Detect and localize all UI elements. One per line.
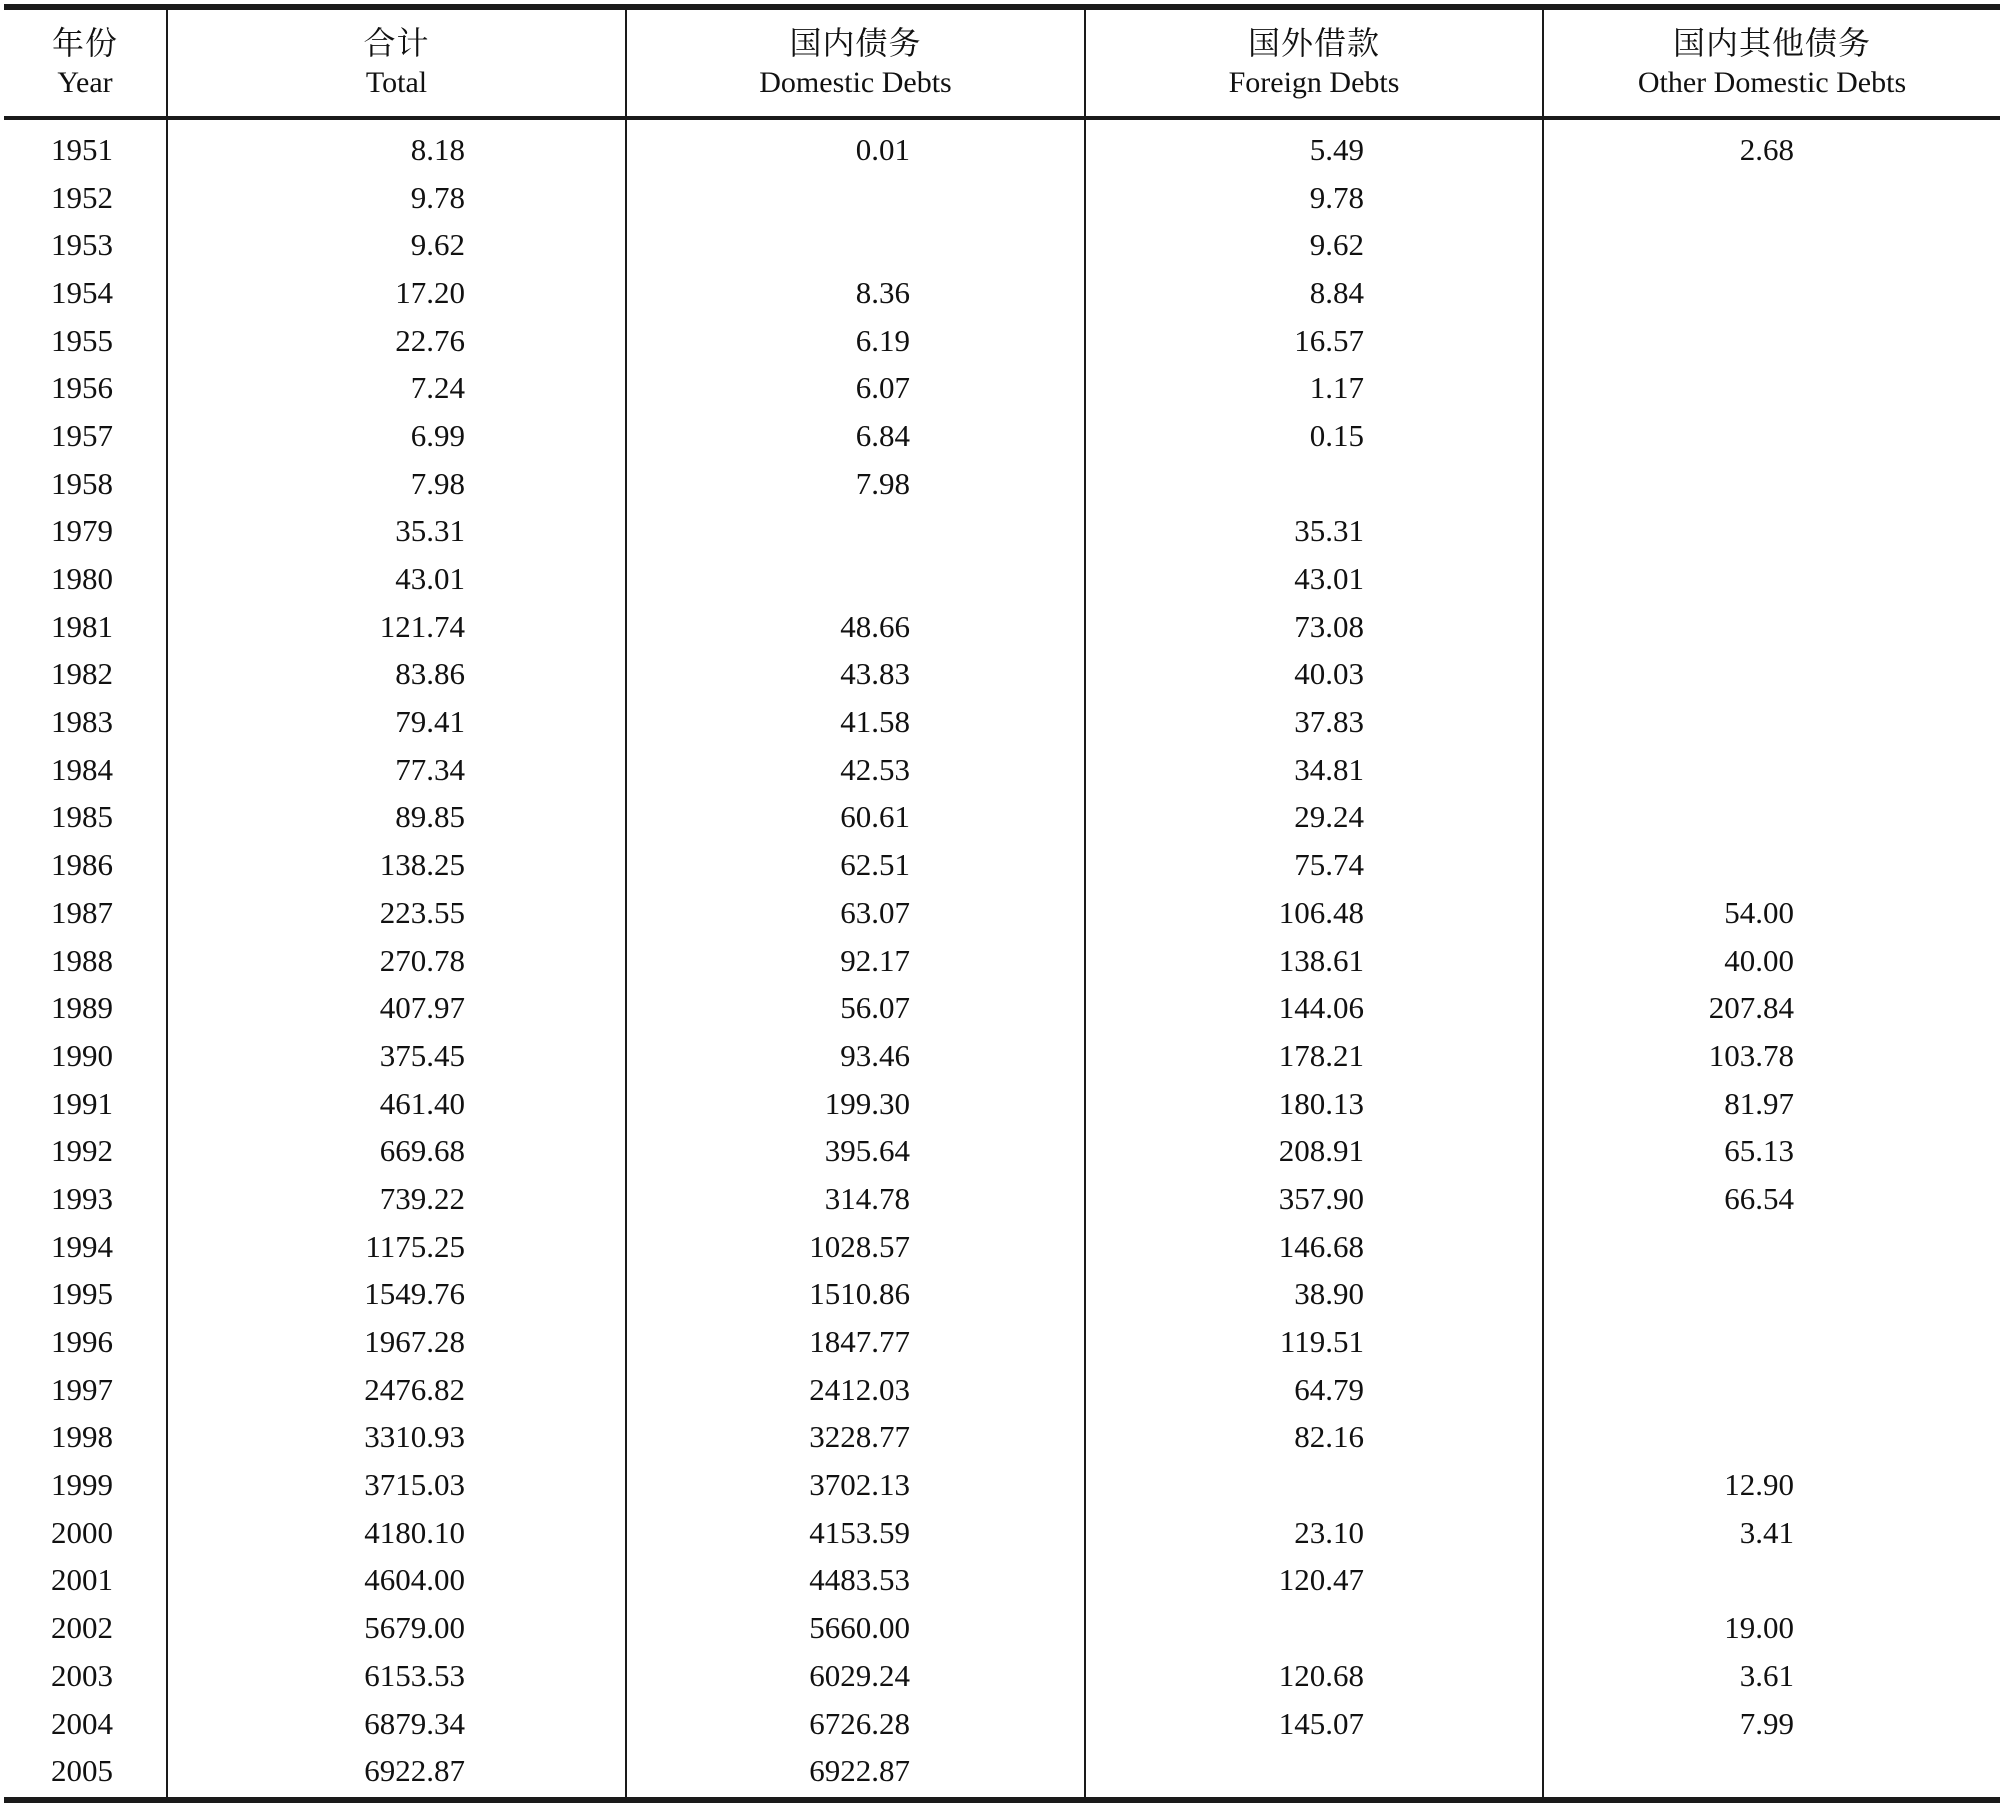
domestic-debts-cell: 5660.00 (626, 1604, 1085, 1652)
table-row (4, 269, 2000, 317)
foreign-debts-cell: 75.74 (1085, 841, 1543, 889)
total-cell: 407.97 (167, 984, 626, 1032)
domestic-debts-cell: 395.64 (626, 1127, 1085, 1175)
total-cell: 35.31 (167, 508, 626, 556)
foreign-debts-cell: 145.07 (1085, 1700, 1543, 1748)
table-row (4, 412, 2000, 460)
other-domestic-debts-cell (1543, 174, 2000, 222)
other-domestic-debts-cell (1543, 269, 2000, 317)
foreign-debts-cell: 29.24 (1085, 794, 1543, 842)
foreign-debts-cell: 16.57 (1085, 317, 1543, 365)
other-domestic-debts-cell: 66.54 (1543, 1175, 2000, 1223)
year-cell: 2002 (51, 1610, 113, 1646)
total-cell: 17.20 (167, 269, 626, 317)
foreign-debts-cell: 35.31 (1085, 508, 1543, 556)
foreign-debts-cell: 43.01 (1085, 555, 1543, 603)
table-row (4, 1509, 2000, 1557)
header-total-en: Total (365, 66, 428, 99)
other-domestic-debts-cell: 12.90 (1543, 1461, 2000, 1509)
table-row (4, 1747, 2000, 1800)
year-cell: 2004 (51, 1705, 113, 1741)
foreign-debts-cell (1085, 1604, 1543, 1652)
year-cell: 1951 (51, 131, 113, 167)
other-domestic-debts-cell (1543, 412, 2000, 460)
domestic-debts-cell: 6.07 (626, 364, 1085, 412)
foreign-debts-cell: 120.47 (1085, 1557, 1543, 1605)
header-domestic-debts (626, 7, 1085, 118)
header-total-zh: 合计 (363, 24, 430, 62)
table-row (4, 746, 2000, 794)
other-domestic-debts-cell: 2.68 (1543, 118, 2000, 174)
table-row (4, 1223, 2000, 1271)
other-domestic-debts-cell (1543, 555, 2000, 603)
total-cell: 4604.00 (167, 1557, 626, 1605)
total-cell: 7.24 (167, 364, 626, 412)
year-cell: 1984 (51, 751, 113, 787)
domestic-debts-cell: 6726.28 (626, 1700, 1085, 1748)
other-domestic-debts-cell (1543, 1318, 2000, 1366)
year-cell: 1990 (51, 1037, 113, 1073)
total-cell: 3310.93 (167, 1414, 626, 1462)
year-cell: 1993 (51, 1180, 113, 1216)
other-domestic-debts-cell: 207.84 (1543, 984, 2000, 1032)
table-row (4, 460, 2000, 508)
year-cell: 1953 (51, 227, 113, 263)
domestic-debts-cell: 199.30 (626, 1080, 1085, 1128)
year-cell: 1982 (51, 656, 113, 692)
other-domestic-debts-cell (1543, 1557, 2000, 1605)
year-cell: 1981 (51, 608, 113, 644)
total-cell: 7.98 (167, 460, 626, 508)
other-domestic-debts-cell (1543, 651, 2000, 699)
header-year-zh: 年份 (51, 24, 118, 62)
table-row (4, 508, 2000, 556)
domestic-debts-cell: 7.98 (626, 460, 1085, 508)
foreign-debts-cell: 208.91 (1085, 1127, 1543, 1175)
header-other-domestic-debts-en: Other Domestic Debts (1637, 66, 1907, 99)
table-row (4, 889, 2000, 937)
year-cell: 1991 (51, 1085, 113, 1121)
total-cell: 4180.10 (167, 1509, 626, 1557)
year-cell: 1988 (51, 942, 113, 978)
other-domestic-debts-cell: 19.00 (1543, 1604, 2000, 1652)
year-cell: 1983 (51, 704, 113, 740)
header-total (167, 7, 626, 118)
other-domestic-debts-cell: 3.61 (1543, 1652, 2000, 1700)
other-domestic-debts-cell (1543, 508, 2000, 556)
year-cell: 1955 (51, 322, 113, 358)
header-other-domestic-debts-zh: 国内其他债务 (1672, 24, 1871, 62)
total-cell: 9.62 (167, 221, 626, 269)
total-cell: 6.99 (167, 412, 626, 460)
year-cell: 1980 (51, 561, 113, 597)
foreign-debts-cell: 357.90 (1085, 1175, 1543, 1223)
other-domestic-debts-cell (1543, 317, 2000, 365)
year-cell: 1986 (51, 847, 113, 883)
foreign-debts-cell: 120.68 (1085, 1652, 1543, 1700)
domestic-debts-cell: 48.66 (626, 603, 1085, 651)
foreign-debts-cell (1085, 460, 1543, 508)
domestic-debts-cell: 4483.53 (626, 1557, 1085, 1605)
year-cell: 1985 (51, 799, 113, 835)
foreign-debts-cell (1085, 1461, 1543, 1509)
total-cell: 6922.87 (167, 1747, 626, 1800)
year-cell: 1987 (51, 894, 113, 930)
table-row (4, 1318, 2000, 1366)
foreign-debts-cell: 5.49 (1085, 118, 1543, 174)
table-row (4, 317, 2000, 365)
header-domestic-debts-zh: 国内债务 (789, 24, 922, 62)
year-cell: 1998 (51, 1419, 113, 1455)
other-domestic-debts-cell (1543, 1414, 2000, 1462)
other-domestic-debts-cell: 3.41 (1543, 1509, 2000, 1557)
domestic-debts-cell: 42.53 (626, 746, 1085, 794)
total-cell: 2476.82 (167, 1366, 626, 1414)
year-cell: 1994 (51, 1228, 113, 1264)
total-cell: 89.85 (167, 794, 626, 842)
foreign-debts-cell: 9.78 (1085, 174, 1543, 222)
header-domestic-debts-en: Domestic Debts (759, 66, 952, 99)
year-cell: 1956 (51, 370, 113, 406)
domestic-debts-cell: 1510.86 (626, 1271, 1085, 1319)
table-row (4, 1127, 2000, 1175)
foreign-debts-cell (1085, 1747, 1543, 1800)
other-domestic-debts-cell (1543, 603, 2000, 651)
foreign-debts-cell: 1.17 (1085, 364, 1543, 412)
year-cell: 1995 (51, 1276, 113, 1312)
foreign-debts-cell: 0.15 (1085, 412, 1543, 460)
domestic-debts-cell: 6.84 (626, 412, 1085, 460)
domestic-debts-cell (626, 221, 1085, 269)
domestic-debts-cell: 0.01 (626, 118, 1085, 174)
header-foreign-debts-zh: 国外借款 (1247, 24, 1380, 62)
table-body (4, 118, 2000, 1800)
other-domestic-debts-cell (1543, 364, 2000, 412)
total-cell: 5679.00 (167, 1604, 626, 1652)
foreign-debts-cell: 144.06 (1085, 984, 1543, 1032)
other-domestic-debts-cell (1543, 841, 2000, 889)
foreign-debts-cell: 64.79 (1085, 1366, 1543, 1414)
foreign-debts-cell: 8.84 (1085, 269, 1543, 317)
table-row (4, 1604, 2000, 1652)
table-row (4, 937, 2000, 985)
header-foreign-debts (1085, 7, 1543, 118)
other-domestic-debts-cell: 40.00 (1543, 937, 2000, 985)
total-cell: 43.01 (167, 555, 626, 603)
domestic-debts-cell: 41.58 (626, 698, 1085, 746)
year-cell: 1999 (51, 1467, 113, 1503)
foreign-debts-cell: 9.62 (1085, 221, 1543, 269)
other-domestic-debts-cell (1543, 460, 2000, 508)
year-cell: 1954 (51, 274, 113, 310)
foreign-debts-cell: 119.51 (1085, 1318, 1543, 1366)
domestic-debts-cell: 3702.13 (626, 1461, 1085, 1509)
table-row (4, 603, 2000, 651)
domestic-debts-cell: 92.17 (626, 937, 1085, 985)
foreign-debts-cell: 40.03 (1085, 651, 1543, 699)
domestic-debts-cell: 93.46 (626, 1032, 1085, 1080)
other-domestic-debts-cell (1543, 746, 2000, 794)
other-domestic-debts-cell: 103.78 (1543, 1032, 2000, 1080)
header-row (4, 7, 2000, 118)
total-cell: 6153.53 (167, 1652, 626, 1700)
total-cell: 3715.03 (167, 1461, 626, 1509)
table-row (4, 1461, 2000, 1509)
foreign-debts-cell: 180.13 (1085, 1080, 1543, 1128)
table-row (4, 221, 2000, 269)
table-row (4, 1271, 2000, 1319)
year-cell: 1989 (51, 990, 113, 1026)
header-year-en: Year (57, 66, 113, 99)
table-row (4, 984, 2000, 1032)
domestic-debts-cell: 3228.77 (626, 1414, 1085, 1462)
domestic-debts-cell: 2412.03 (626, 1366, 1085, 1414)
foreign-debts-cell: 106.48 (1085, 889, 1543, 937)
domestic-debts-cell: 6029.24 (626, 1652, 1085, 1700)
table-row (4, 174, 2000, 222)
table-row (4, 1414, 2000, 1462)
year-cell: 2003 (51, 1657, 113, 1693)
total-cell: 22.76 (167, 317, 626, 365)
domestic-debts-cell: 1028.57 (626, 1223, 1085, 1271)
year-cell: 1957 (51, 417, 113, 453)
total-cell: 79.41 (167, 698, 626, 746)
foreign-debts-cell: 73.08 (1085, 603, 1543, 651)
table-row (4, 555, 2000, 603)
other-domestic-debts-cell: 7.99 (1543, 1700, 2000, 1748)
foreign-debts-cell: 138.61 (1085, 937, 1543, 985)
table-row (4, 364, 2000, 412)
domestic-debts-cell (626, 555, 1085, 603)
table-row (4, 1652, 2000, 1700)
foreign-debts-cell: 82.16 (1085, 1414, 1543, 1462)
total-cell: 1175.25 (167, 1223, 626, 1271)
domestic-debts-cell (626, 508, 1085, 556)
year-cell: 1997 (51, 1371, 113, 1407)
domestic-debts-cell: 4153.59 (626, 1509, 1085, 1557)
foreign-debts-cell: 146.68 (1085, 1223, 1543, 1271)
table-row (4, 651, 2000, 699)
foreign-debts-cell: 34.81 (1085, 746, 1543, 794)
year-cell: 2001 (51, 1562, 113, 1598)
domestic-debts-cell: 60.61 (626, 794, 1085, 842)
foreign-debts-cell: 23.10 (1085, 1509, 1543, 1557)
table-row (4, 698, 2000, 746)
domestic-debts-cell: 6922.87 (626, 1747, 1085, 1800)
table-row (4, 1032, 2000, 1080)
domestic-debts-cell: 56.07 (626, 984, 1085, 1032)
total-cell: 375.45 (167, 1032, 626, 1080)
table-row (4, 1557, 2000, 1605)
year-cell: 1979 (51, 513, 113, 549)
total-cell: 9.78 (167, 174, 626, 222)
header-foreign-debts-en: Foreign Debts (1228, 66, 1400, 99)
year-cell: 1992 (51, 1133, 113, 1169)
table-row (4, 1175, 2000, 1223)
total-cell: 77.34 (167, 746, 626, 794)
year-cell: 2000 (51, 1514, 113, 1550)
total-cell: 6879.34 (167, 1700, 626, 1748)
foreign-debts-cell: 38.90 (1085, 1271, 1543, 1319)
total-cell: 223.55 (167, 889, 626, 937)
table-header (4, 7, 2000, 118)
domestic-debts-cell: 43.83 (626, 651, 1085, 699)
other-domestic-debts-cell (1543, 1223, 2000, 1271)
other-domestic-debts-cell (1543, 698, 2000, 746)
year-cell: 2005 (51, 1753, 113, 1789)
header-year (4, 7, 167, 118)
other-domestic-debts-cell: 54.00 (1543, 889, 2000, 937)
foreign-debts-cell: 178.21 (1085, 1032, 1543, 1080)
other-domestic-debts-cell (1543, 1366, 2000, 1414)
debt-table (4, 4, 2000, 1803)
year-cell: 1996 (51, 1324, 113, 1360)
table-row (4, 118, 2000, 174)
total-cell: 461.40 (167, 1080, 626, 1128)
other-domestic-debts-cell: 65.13 (1543, 1127, 2000, 1175)
header-other-domestic-debts (1543, 7, 2000, 118)
table-row (4, 841, 2000, 889)
total-cell: 8.18 (167, 118, 626, 174)
total-cell: 669.68 (167, 1127, 626, 1175)
table-row (4, 1700, 2000, 1748)
total-cell: 1549.76 (167, 1271, 626, 1319)
table-row (4, 794, 2000, 842)
domestic-debts-cell: 8.36 (626, 269, 1085, 317)
year-cell: 1952 (51, 179, 113, 215)
foreign-debts-cell: 37.83 (1085, 698, 1543, 746)
total-cell: 270.78 (167, 937, 626, 985)
total-cell: 83.86 (167, 651, 626, 699)
other-domestic-debts-cell (1543, 1271, 2000, 1319)
total-cell: 138.25 (167, 841, 626, 889)
domestic-debts-cell (626, 174, 1085, 222)
domestic-debts-cell: 1847.77 (626, 1318, 1085, 1366)
other-domestic-debts-cell (1543, 221, 2000, 269)
domestic-debts-cell: 63.07 (626, 889, 1085, 937)
domestic-debts-cell: 314.78 (626, 1175, 1085, 1223)
total-cell: 739.22 (167, 1175, 626, 1223)
table-row (4, 1080, 2000, 1128)
table-row (4, 1366, 2000, 1414)
other-domestic-debts-cell (1543, 794, 2000, 842)
total-cell: 1967.28 (167, 1318, 626, 1366)
total-cell: 121.74 (167, 603, 626, 651)
domestic-debts-cell: 6.19 (626, 317, 1085, 365)
other-domestic-debts-cell: 81.97 (1543, 1080, 2000, 1128)
domestic-debts-cell: 62.51 (626, 841, 1085, 889)
other-domestic-debts-cell (1543, 1747, 2000, 1800)
year-cell: 1958 (51, 465, 113, 501)
